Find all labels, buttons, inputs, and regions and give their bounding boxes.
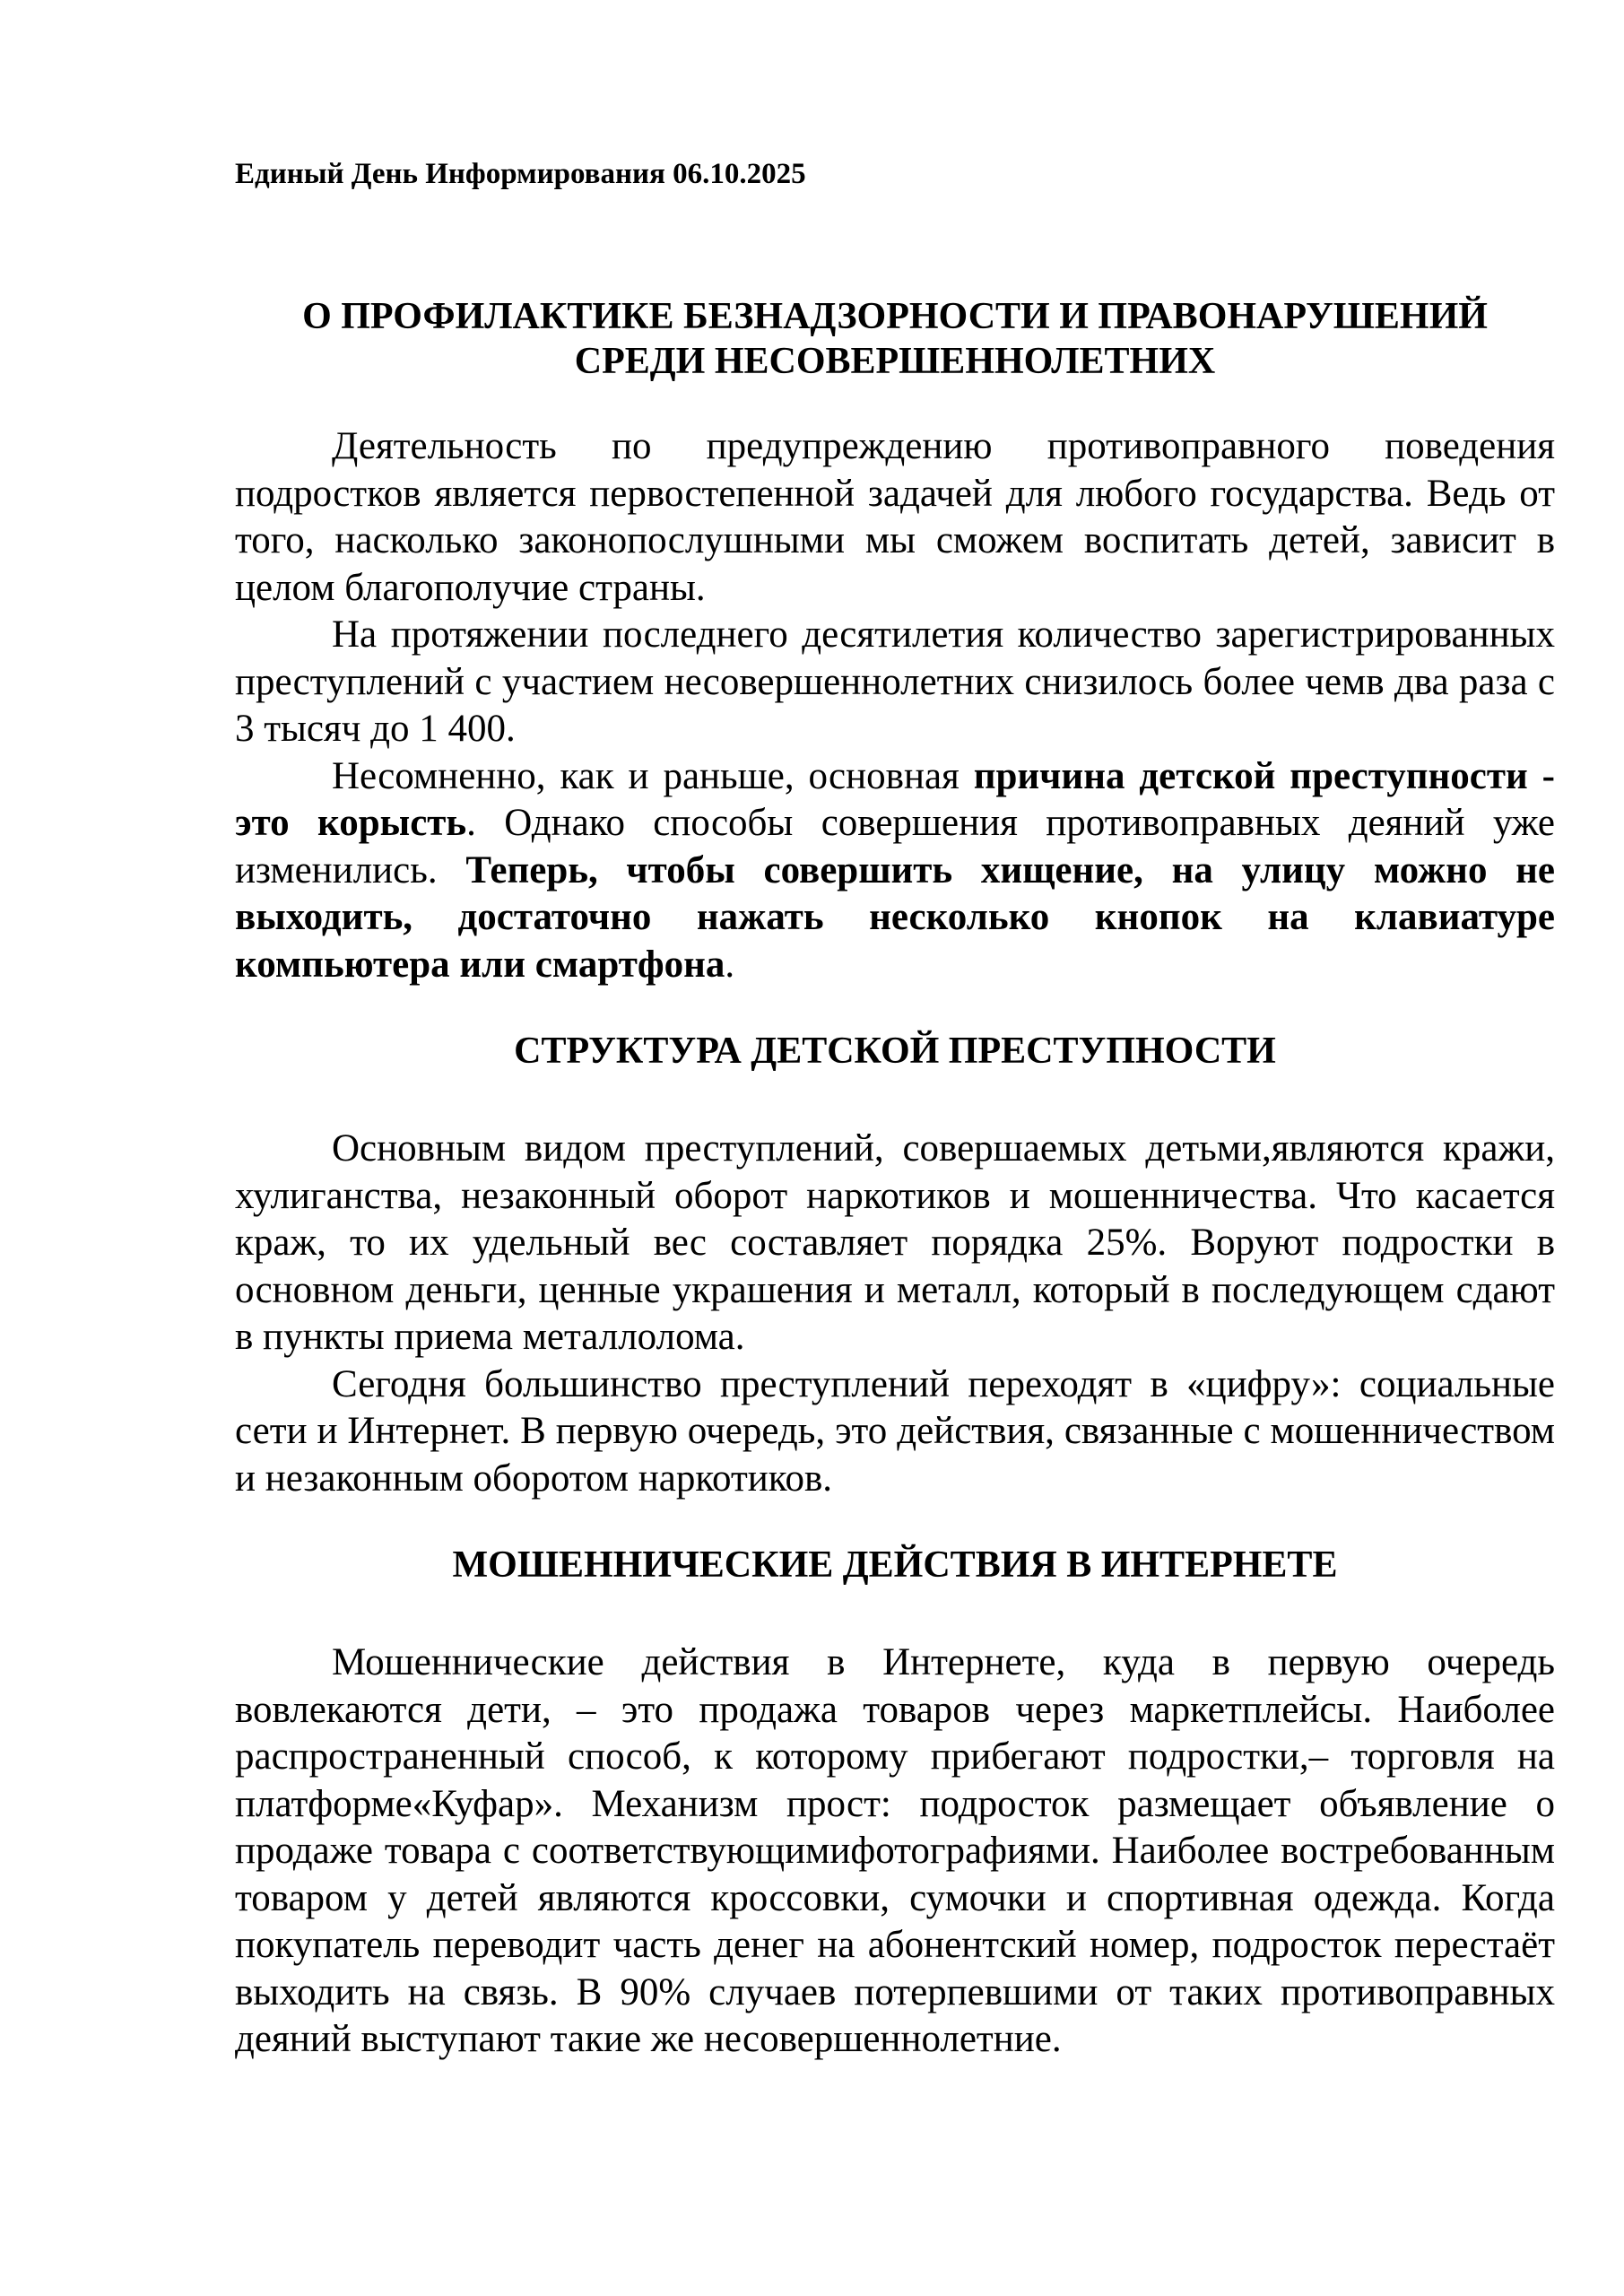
intro-paragraph-2: На протяжении последнего десятилетия количество зарегистрированных преступлений с участием несовершеннолетних снизилось более чемв два раза с 3 тысяч до 1 400. — [235, 613, 1555, 750]
section-heading-fraud: МОШЕННИЧЕСКИЕ ДЕЙСТВИЯ В ИНТЕРНЕТЕ — [452, 1544, 1338, 1586]
intro-paragraph-3-text-a: Несомненно, как и раньше, основная — [332, 754, 974, 797]
intro-paragraph-3-bold-1: причина детской преступности - это корысть — [235, 754, 1555, 844]
intro-paragraph-3-text-b: . Однако способы совершения противоправных деяний уже изменились. — [235, 802, 1555, 891]
document-title-line-1: О ПРОФИЛАКТИКЕ БЕЗНАДЗОРНОСТИ И ПРАВОНАРУШЕНИЙ — [302, 296, 1488, 337]
document-header: Единый День Информирования 06.10.2025 — [235, 158, 806, 190]
intro-paragraph-3-bold-2: Теперь, чтобы совершить хищение, на улицу можно не выходить, достаточно нажать несколько кнопок на клавиатуре компьютера или смартфона — [235, 848, 1556, 986]
intro-paragraph-3-text-c: . — [725, 943, 735, 986]
document-body — [235, 156, 1555, 2064]
document-title — [235, 294, 1555, 384]
intro-paragraph-3 — [235, 753, 1555, 989]
structure-paragraph-2: Сегодня большинство преступлений переходят в «цифру»: социальные сети и Интернет. В первую очередь, это действия, связанные с мошенничеством и незаконным оборотом наркотиков. — [235, 1362, 1555, 1500]
section-heading-structure: СТРУКТУРА ДЕТСКОЙ ПРЕСТУПНОСТИ — [514, 1031, 1276, 1072]
intro-paragraph-1: Деятельность по предупреждению противоправного поведения подростков является первостепенной задачей для любого государства. Ведь от того, насколько законопослушными мы сможем воспитать детей, зависит в целом благополучие страны. — [235, 425, 1555, 609]
document-title-line-2: СРЕДИ НЕСОВЕРШЕННОЛЕТНИХ — [574, 341, 1216, 382]
fraud-paragraph-1: Мошеннические действия в Интернете, куда в первую очередь вовлекаются дети, – это продажа товаров через маркетплейсы. Наиболее распространенный способ, к которому прибегают подростки,– торговля на платформе«Куфар». Механизм прост: подросток размещает объявление о продаже товара с соответствующимифотографиями. Наиболее востребованным товаром у детей являются кроссовки, сумочки и спортивная одежда. Когда покупатель переводит часть денег на абонентский номер, подросток перестаёт выходить на связь. В 90% случаев потерпевшими от таких противоправных деяний выступают такие же несовершеннолетние. — [235, 1641, 1555, 2060]
structure-paragraph-1: Основным видом преступлений, совершаемых детьми,являются кражи, хулиганства, незаконный оборот наркотиков и мошенничества. Что касается краж, то их удельный вес составляет порядка 25%. Воруют подростки в основном деньги, ценные украшения и металл, который в последующем сдают в пункты приема металлолома. — [235, 1127, 1555, 1358]
